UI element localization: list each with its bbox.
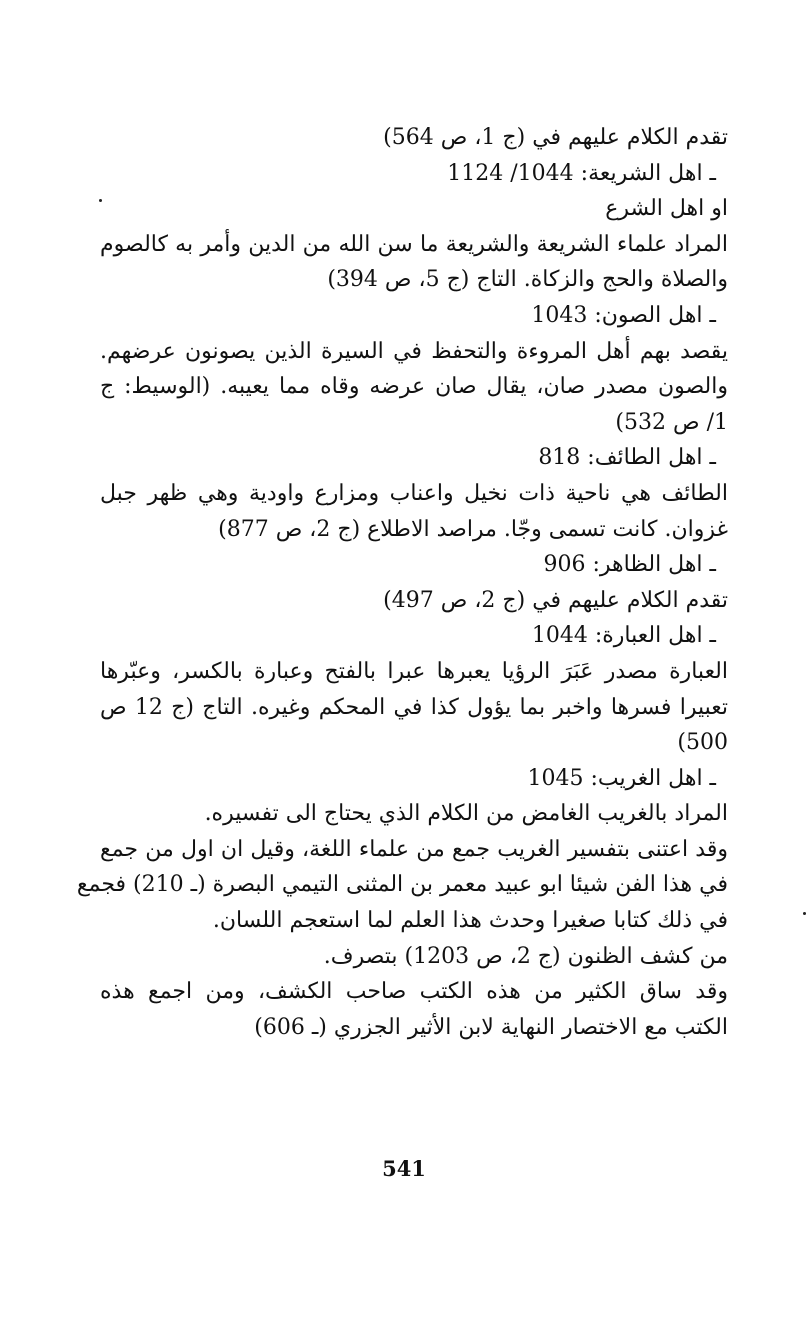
text-line: المراد علماء الشريعة والشريعة ما سن الله من الدين وأمر به كالصوم <box>100 231 728 257</box>
entry-heading: ـ اهل الصون: 1043 <box>531 302 716 328</box>
text-line: وقد ساق الكثير من هذه الكتب صاحب الكشف، ومن اجمع هذه <box>100 979 728 1005</box>
text-line: 1/ ص 532) <box>615 409 728 435</box>
text-line: وقد اعتنى بتفسير الغريب جمع من علماء اللغة، وقيل ان اول من جمع <box>100 836 728 862</box>
entry-heading: ـ اهل الغريب: 1045 <box>527 765 716 791</box>
text-line: من كشف الظنون (ج 2، ص 1203) بتصرف. <box>323 943 728 969</box>
entry-heading: ـ اهل الشريعة: 1044/ 1124 <box>447 160 716 186</box>
text-line: والصون مصدر صان، يقال صان عرضه وقاه مما يعيبه. (الوسيط: ج <box>100 374 728 400</box>
text-line: تعبيرا فسرها واخبر بما يؤول كذا في المحكم وغيره. التاج (ج 12 ص <box>100 694 728 720</box>
text-line: تقدم الكلام عليهم في (ج 1، ص 564) <box>383 125 728 150</box>
text-line: الكتب مع الاختصار النهاية لابن الأثير الجزري (ـ 606) <box>254 1014 728 1040</box>
text-line: 500) <box>677 730 728 756</box>
text-line: او اهل الشرع <box>605 196 728 222</box>
text-line: المراد بالغريب الغامض من الكلام الذي يحتاج الى تفسيره. <box>204 801 728 827</box>
text-line: في ذلك كتابا صغيرا وحدث هذا العلم لما استعجم اللسان. <box>212 908 728 934</box>
text-line: تقدم الكلام عليهم في (ج 2، ص 497) <box>383 587 728 613</box>
scan-speck <box>803 912 806 915</box>
text-line: والصلاة والحج والزكاة. التاج (ج 5، ص 394) <box>327 267 728 293</box>
text-line: الطائف هي ناحية ذات نخيل واعناب ومزارع واودية وهي ظهر جبل <box>100 480 728 506</box>
entry-heading: ـ اهل الظاهر: 906 <box>543 552 716 578</box>
scan-speck <box>99 199 102 202</box>
text-line: يقصد بهم أهل المروءة والتحفظ في السيرة الذين يصونون عرضهم. <box>100 338 728 364</box>
text-line: غزوان. كانت تسمى وجّا. مراصد الاطلاع (ج 2، ص 877) <box>218 516 728 542</box>
page-number: 541 <box>382 1156 426 1181</box>
text-line: العبارة مصدر عَبَرَ الرؤيا يعبرها عبرا بالفتح وعبارة بالكسر، وعبّرها <box>100 658 728 684</box>
text-line: في هذا الفن شيئا ابو عبيد معمر بن المثنى التيمي البصرة (ـ 210) فجمع <box>76 872 728 898</box>
entry-heading: ـ اهل العبارة: 1044 <box>531 623 716 649</box>
entry-heading: ـ اهل الطائف: 818 <box>538 445 716 471</box>
page-body-text <box>76 120 728 1045</box>
